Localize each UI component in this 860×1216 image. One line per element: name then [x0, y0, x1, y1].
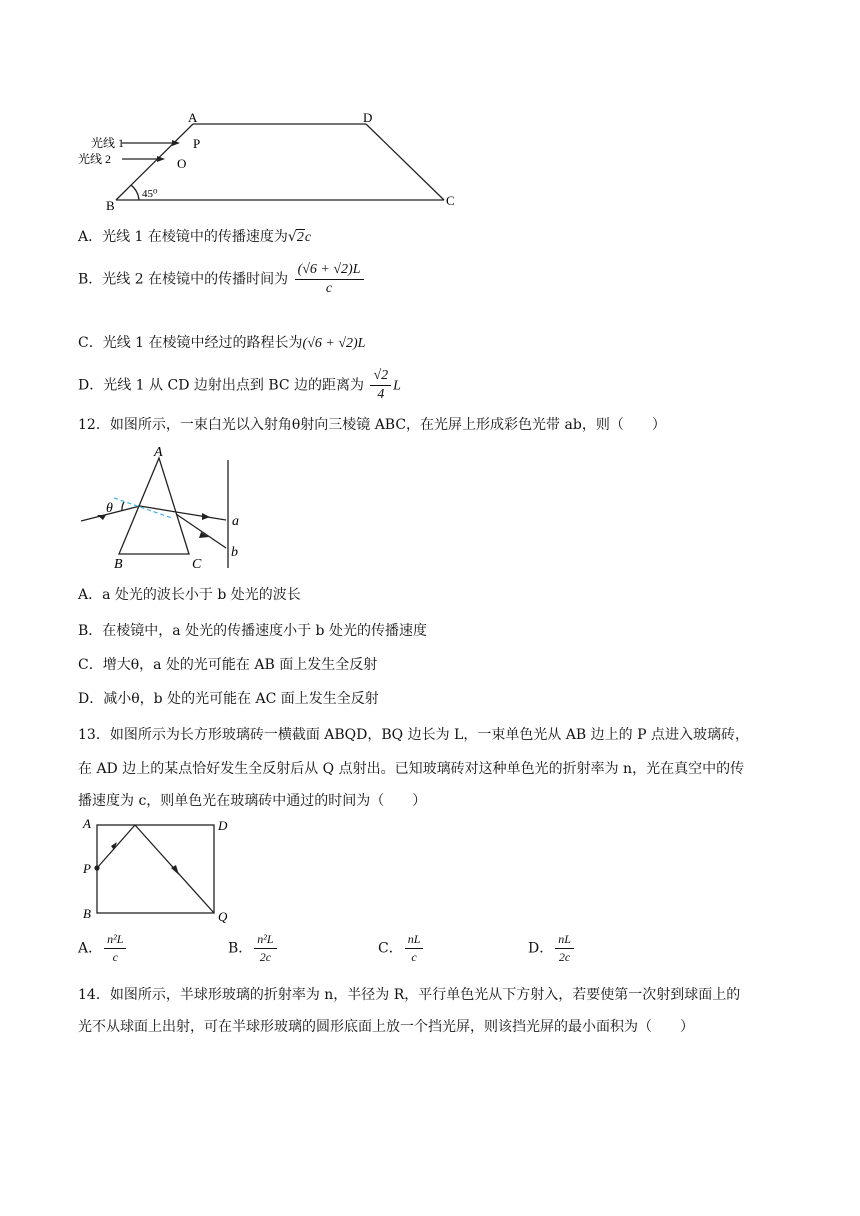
prism-vertex-C-label: C	[192, 557, 202, 572]
q13-option-c-denominator: c	[411, 950, 417, 964]
q13-option-d-denominator: 2c	[558, 950, 571, 964]
rect-vertex-A-label: A	[83, 816, 91, 831]
rect-point-P-label: P	[83, 861, 91, 876]
rect-vertex-Q-label: Q	[218, 909, 228, 923]
q11-option-b	[78, 262, 366, 297]
q13-option-d-numerator: nL	[555, 932, 574, 949]
q13-option-a-denominator: c	[112, 950, 118, 964]
q11-option-b-numerator: (√6 + √2)L	[295, 262, 364, 280]
q11-option-c	[78, 332, 365, 352]
q11-option-c-text: C．光线 1 在棱镜中经过的路程长为	[78, 335, 303, 351]
q12-option-b: B．在棱镜中，a 处光的传播速度小于 b 处光的传播速度	[78, 623, 427, 639]
point-P-label: P	[193, 136, 201, 151]
q11-option-b-text: B．光线 2 在棱镜中的传播时间为	[78, 271, 289, 288]
trapezoid-prism-figure	[76, 110, 466, 215]
vertex-B-label: B	[106, 198, 115, 213]
q14-stem-line-2: 光不从球面上出射，可在半球形玻璃的圆形底面上放一个挡光屏，则该挡光屏的最小面积为（ ）	[78, 1019, 694, 1035]
q11-option-a: A．光线 1 在棱镜中的传播速度为√2c	[78, 229, 312, 245]
q11-option-d-var: L	[393, 378, 401, 394]
screen-a-label: a	[232, 514, 239, 529]
q11-option-a-sqrt: 2	[296, 230, 304, 245]
q11-option-b-denominator: c	[325, 281, 333, 296]
q13-option-a-label: A．	[78, 940, 103, 957]
angle-label: 45⁰	[142, 188, 158, 200]
prism-vertex-A-label: A	[154, 445, 163, 460]
q12-option-a: A．a 处光的波长小于 b 处光的波长	[78, 587, 301, 603]
q11-option-d-fraction	[370, 368, 391, 403]
q14-stem-line-1: 14．如图所示，半球形玻璃的折射率为 n，半径为 R，平行单色光从下方射入，若要使第一次射到球面上的	[78, 987, 741, 1003]
rect-vertex-B-label: B	[83, 906, 91, 921]
q11-option-d-denominator: 4	[377, 387, 385, 402]
q11-option-d-text: D．光线 1 从 CD 边射出点到 BC 边的距离为	[78, 377, 365, 394]
q11-option-a-var: c	[304, 230, 312, 245]
rect-vertex-D-label: D	[218, 818, 228, 833]
q13-option-b-fraction	[254, 932, 276, 965]
q13-option-b-denominator: 2c	[259, 950, 272, 964]
q13-option-b-numerator: n²L	[254, 932, 276, 949]
vertex-D-label: D	[363, 110, 373, 125]
q13-option-b-label: B．	[228, 940, 253, 957]
q13-option-c-fraction	[405, 932, 424, 965]
q11-option-a-text: A．光线 1 在棱镜中的传播速度为	[78, 229, 288, 245]
q13-option-a-fraction	[104, 932, 126, 965]
q13-option-c-label: C．	[378, 940, 403, 957]
q11-option-c-expr: (√6 + √2)L	[302, 336, 366, 351]
ray-1-label: 光线 1	[91, 136, 125, 150]
prism-vertex-B-label: B	[114, 557, 123, 572]
screen-b-label: b	[231, 545, 238, 560]
ray-2-label: 光线 2	[78, 152, 112, 166]
q13-option-d-fraction	[555, 932, 574, 965]
q12-stem: 12．如图所示，一束白光以入射角θ射向三棱镜 ABC，在光屏上形成彩色光带 ab，则（ ）	[78, 417, 666, 433]
q13-stem-line-3: 播速度为 c，则单色光在玻璃砖中通过的时间为（ ）	[78, 793, 427, 809]
q13-option-c-numerator: nL	[405, 932, 424, 949]
theta-label: θ	[106, 501, 113, 516]
vertex-C-label: C	[446, 193, 455, 208]
q13-option-c	[378, 932, 425, 965]
q13-stem-line-1: 13．如图所示为长方形玻璃砖一横截面 ABQD，BQ 边长为 L，一束单色光从 AB 边上的 P 点进入玻璃砖，	[78, 727, 749, 743]
q13-option-a-numerator: n²L	[104, 932, 126, 949]
point-O-label: O	[177, 156, 187, 171]
q12-option-d: D．减小θ，b 处的光可能在 AC 面上发生全反射	[78, 691, 379, 707]
q13-option-b	[228, 932, 279, 965]
q11-option-d-numerator: √2	[370, 368, 391, 386]
rectangle-glass-figure	[80, 815, 240, 923]
q11-option-d	[78, 368, 401, 403]
prism-figure	[76, 444, 256, 572]
q13-option-d	[528, 932, 576, 965]
q13-option-d-label: D．	[528, 940, 554, 957]
vertex-A-label: A	[188, 110, 198, 125]
q13-option-a	[78, 932, 128, 965]
q12-option-c: C．增大θ，a 处的光可能在 AB 面上发生全反射	[78, 657, 378, 673]
q13-stem-line-2: 在 AD 边上的某点恰好发生全反射后从 Q 点射出。已知玻璃砖对这种单色光的折射率为 n，光在真空中的传	[78, 761, 745, 777]
q11-option-b-fraction	[295, 262, 364, 297]
